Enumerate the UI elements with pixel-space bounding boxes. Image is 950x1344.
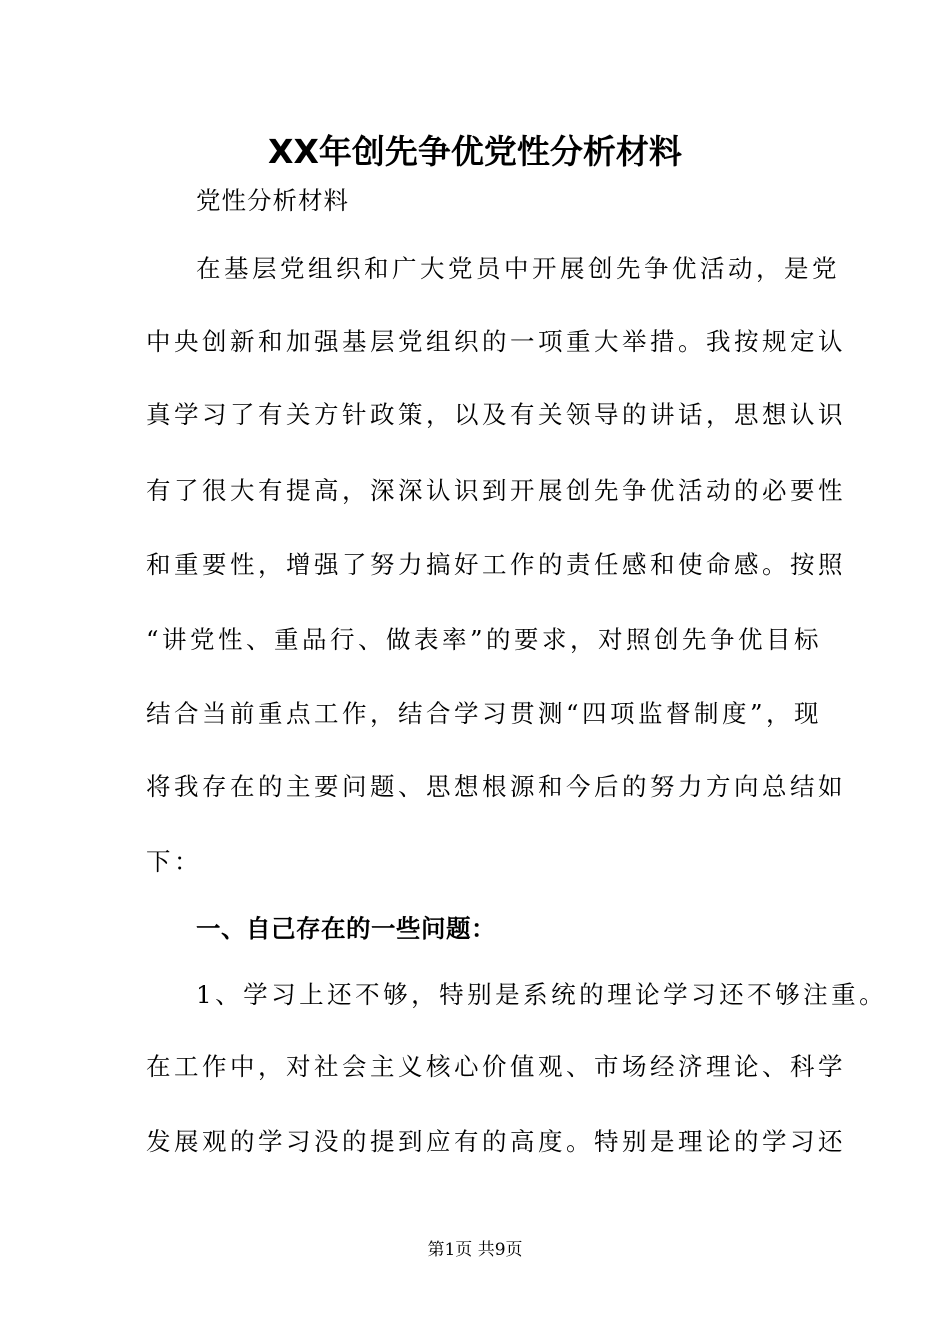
paragraph-line: 在工作中，对社会主义核心价值观、市场经济理论、科学 [146,1052,846,1081]
document-title: XX年创先争优党性分析材料 [268,132,682,171]
paragraph-line: 在基层党组织和广大党员中开展创先争优活动，是党 [196,254,840,283]
paragraph-line: 将我存在的主要问题、思想根源和今后的努力方向总结如 [146,772,846,801]
paragraph-line: 和重要性，增强了努力搞好工作的责任感和使命感。按照 [146,550,846,579]
paragraph-line: 1、学习上还不够，特别是系统的理论学习还不够注重。 [196,980,888,1009]
paragraph-line: 结合当前重点工作，结合学习贯测“四项监督制度”，现 [146,699,823,728]
paragraph-line: 下： [146,847,202,876]
paragraph-line: 中央创新和加强基层党组织的一项重大举措。我按规定认 [146,327,846,356]
section-heading: 一、自己存在的一些问题： [196,914,496,943]
document-subtitle: 党性分析材料 [196,186,349,215]
paragraph-line: “讲党性、重品行、做表率”的要求，对照创先争优目标 [146,625,823,654]
paragraph-line: 发展观的学习没的提到应有的高度。特别是理论的学习还 [146,1127,846,1156]
paragraph-line: 有了很大有提高，深深认识到开展创先争优活动的必要性 [146,476,846,505]
paragraph-line: 真学习了有关方针政策，以及有关领导的讲话，思想认识 [146,400,846,429]
page-footer: 第1页 共9页 [427,1240,523,1260]
